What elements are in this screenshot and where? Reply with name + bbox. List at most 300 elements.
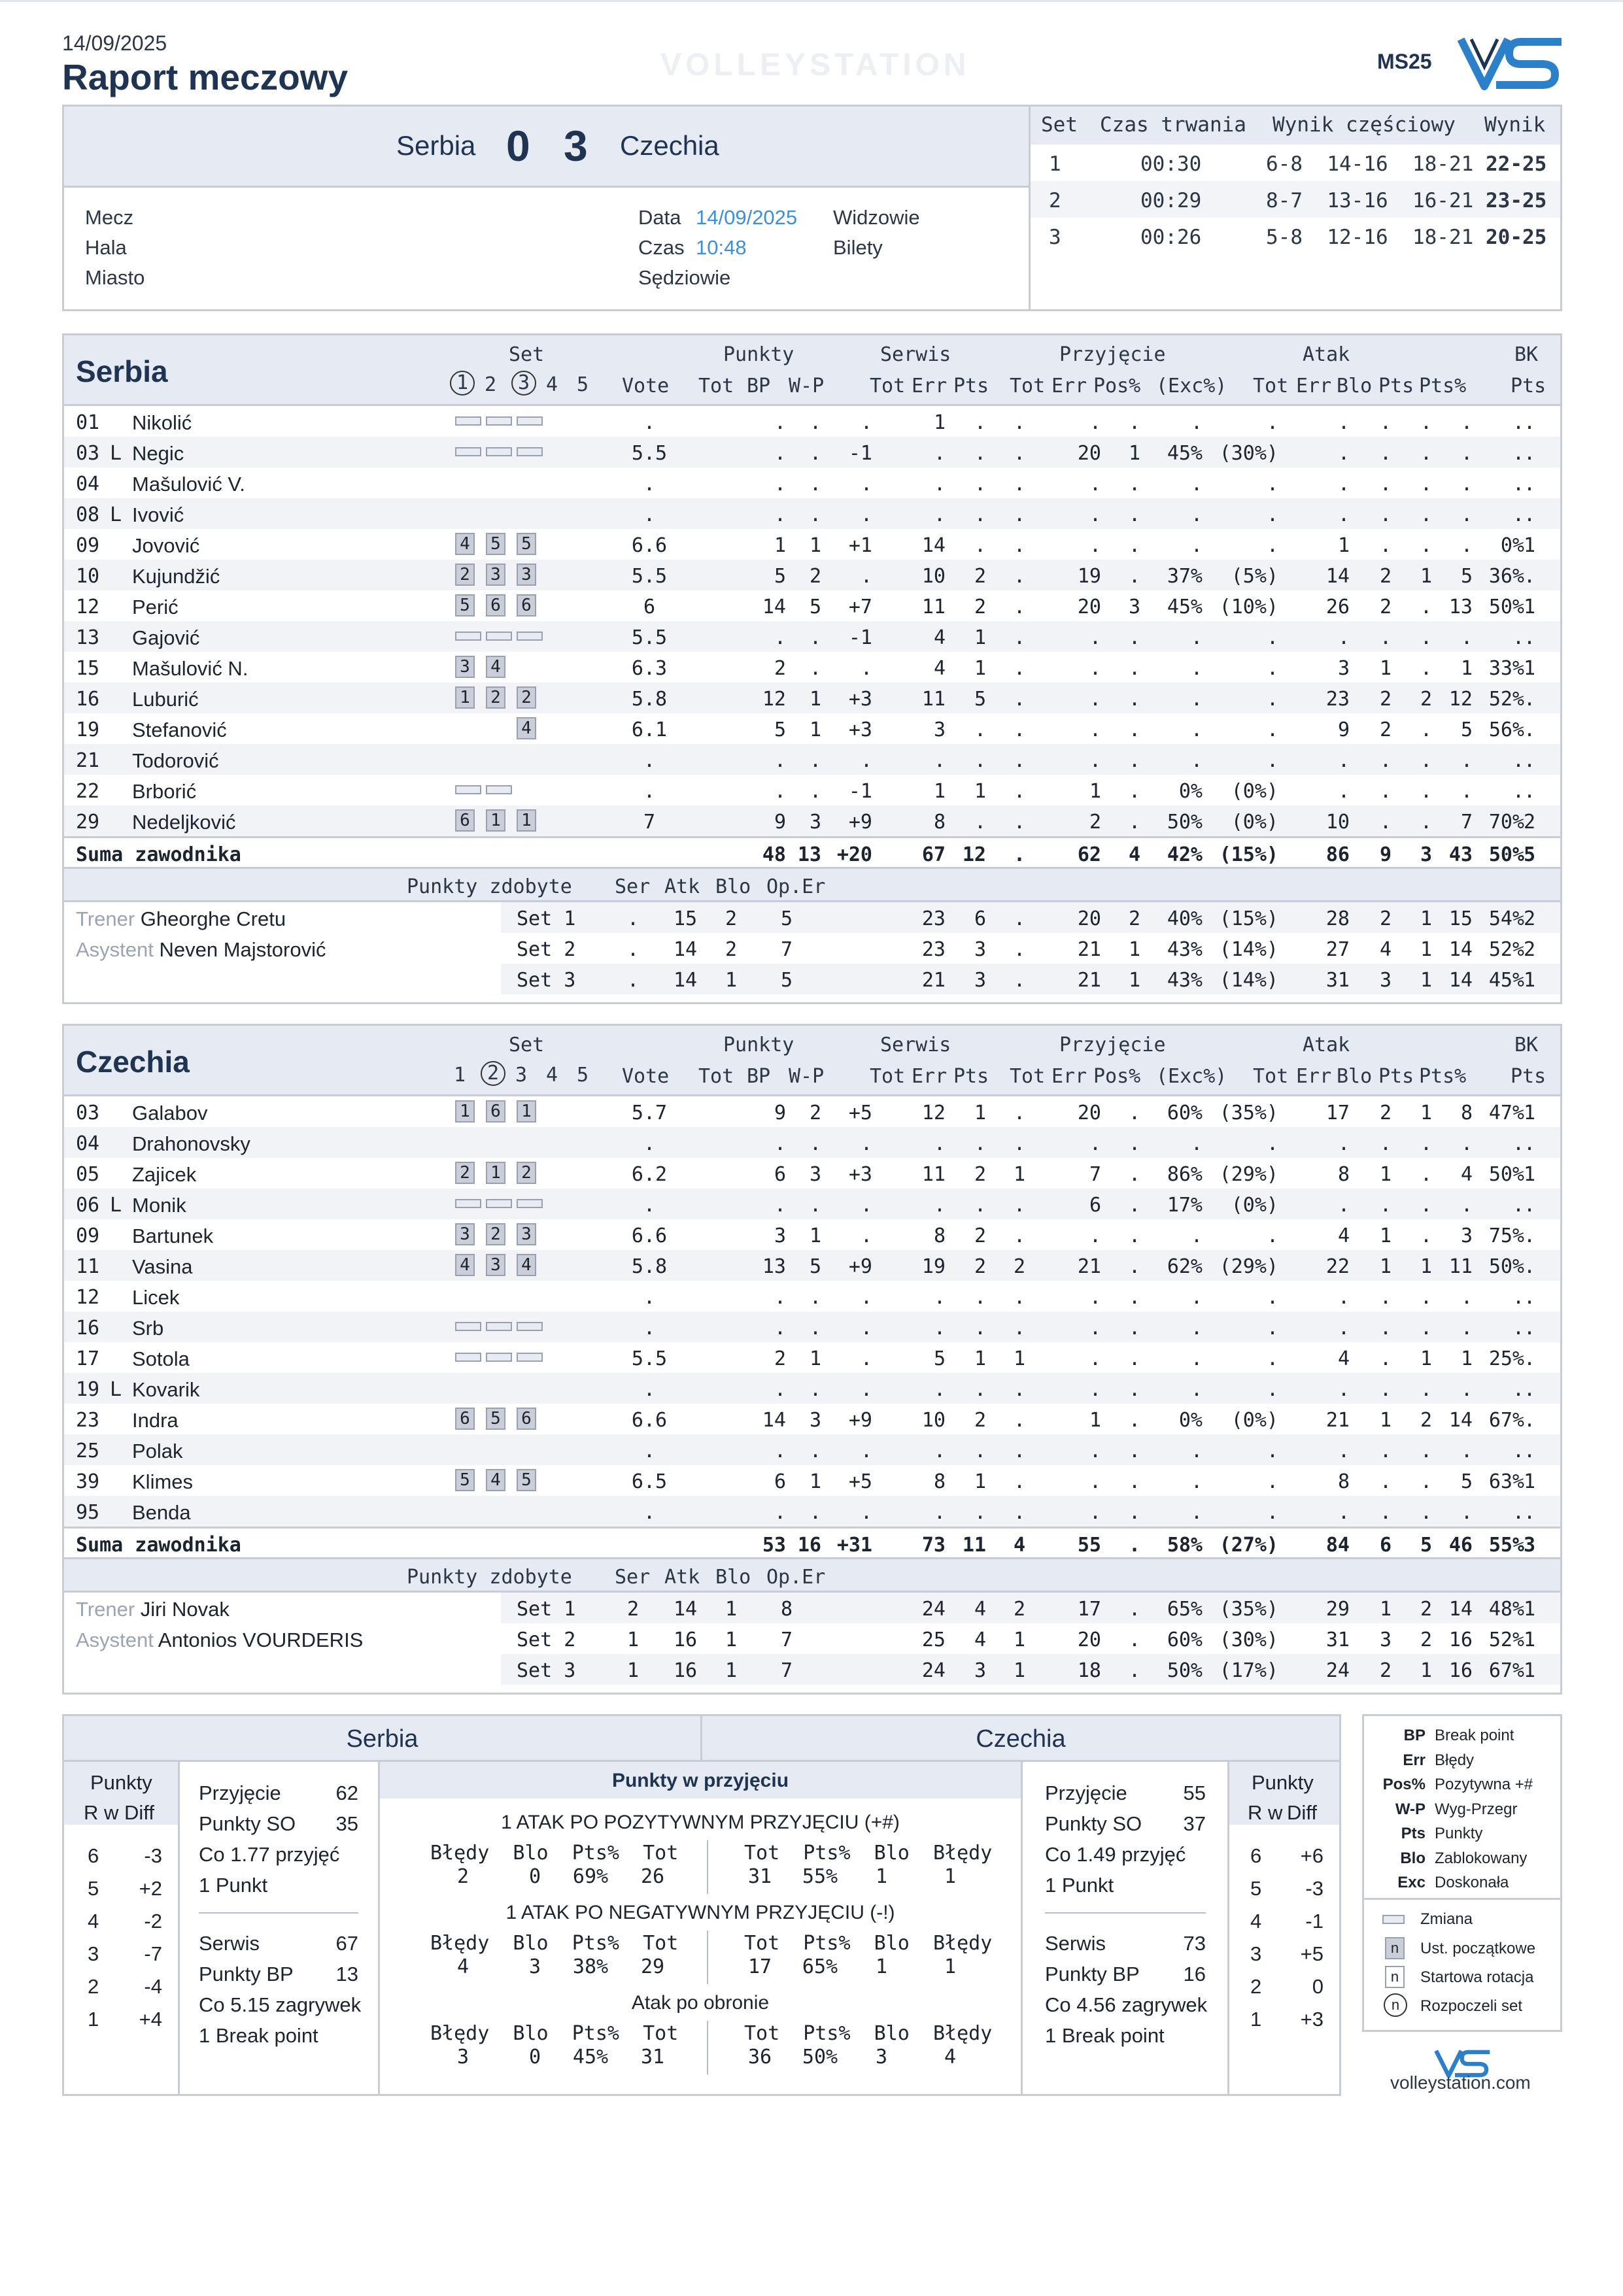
atak-blo: . (1420, 1440, 1432, 1462)
punkty-bp: 2 (809, 1102, 821, 1124)
serwis-err: . (974, 1317, 986, 1340)
przyjecie-exc: . (1266, 1224, 1278, 1247)
substitution-marker-icon (517, 1322, 543, 1331)
points-scored: 7 (780, 1659, 793, 1682)
punkty-wp: +5 (848, 1470, 872, 1493)
block-right-value: 50% (802, 2046, 838, 2068)
punkty-wp: . (860, 503, 872, 526)
bk-pts: . (1523, 1347, 1535, 1370)
block-title: Atak po obronie (631, 1992, 770, 2014)
punkty-tot: . (774, 1317, 786, 1340)
stat-przyjecie-value: 55 (1183, 1781, 1206, 1804)
atak-tot: . (1337, 473, 1350, 496)
przyjecie-err: . (1128, 657, 1140, 680)
atak-err: . (1379, 411, 1392, 434)
player-name: Nedeljković (132, 811, 236, 834)
punkty-bp: . (809, 657, 821, 680)
punkty-tot: . (774, 1440, 786, 1462)
serwis-err: 5 (974, 688, 986, 711)
points-scored: 1 (725, 1598, 738, 1621)
przyjecie-pos: 50% (1167, 811, 1203, 834)
przyjecie-tot: 6 (1089, 1194, 1101, 1217)
atak-tot: 4 (1337, 1347, 1350, 1370)
rotation-number: 4 (1250, 1910, 1262, 1933)
player-row (64, 1189, 1560, 1219)
header-set: Set (509, 1034, 545, 1056)
punkty-wp: . (860, 749, 872, 772)
set-przyjecie: 43% (1167, 969, 1203, 992)
player-name: Bartunek (132, 1224, 214, 1247)
player-row (64, 805, 1560, 836)
set-results-table (1031, 107, 1560, 309)
set-serwis: 24 (921, 1598, 946, 1621)
atak-blo: . (1420, 1501, 1432, 1524)
serwis-err: 2 (974, 596, 986, 618)
substitution-marker-icon (455, 416, 481, 426)
set-results-header (1031, 107, 1560, 144)
scorebar (64, 107, 1031, 188)
set-przyjecie: 21 (1077, 969, 1101, 992)
player-row (64, 652, 1560, 683)
player-name: Negic (132, 442, 184, 465)
punkty-tot: . (774, 473, 786, 496)
serwis-pts: . (1013, 1409, 1025, 1432)
punkty-bp: 1 (809, 534, 821, 557)
label-hala: Hala (85, 236, 127, 259)
punkty-tot: . (774, 442, 786, 465)
table-header (64, 1026, 1560, 1096)
player-row (64, 467, 1560, 498)
serwis-pts: . (1013, 565, 1025, 588)
serwis-tot: . (933, 749, 946, 772)
punkty-wp: +3 (848, 718, 872, 741)
przyjecie-tot: 20 (1077, 1102, 1101, 1124)
rotation-position: 3 (455, 1223, 475, 1245)
set-przyjecie: 65% (1167, 1598, 1203, 1621)
set-przyjecie: (17%) (1219, 1659, 1278, 1682)
atak-blo: . (1420, 1194, 1432, 1217)
punkty-bp: . (809, 1440, 821, 1462)
points-scored: 1 (725, 1659, 738, 1682)
header-set: Set (509, 343, 545, 366)
starting-rotation-swatch-icon: n (1385, 1966, 1405, 1988)
przyjecie-pos: . (1190, 1317, 1203, 1340)
przyjecie-pos: 17% (1167, 1194, 1203, 1217)
rotation-position: 3 (486, 564, 505, 586)
punkty-bp: . (809, 1286, 821, 1309)
block-divider (707, 2021, 708, 2074)
przyjecie-err: . (1128, 1440, 1140, 1462)
header-pos: Pos% (1093, 1065, 1141, 1088)
set-bk: 1 (1523, 1598, 1535, 1621)
header-tot: Tot (870, 375, 906, 397)
set-przyjecie: (30%) (1219, 1629, 1278, 1651)
set-atak: 4 (1379, 938, 1392, 961)
rotation-number: 4 (88, 1910, 99, 1933)
atak-err: 2 (1379, 688, 1392, 711)
block-right-value: 65% (802, 1955, 838, 1978)
player-name: Perić (132, 596, 179, 618)
rotation-position: 5 (455, 1469, 475, 1491)
player-row (64, 560, 1560, 590)
player-number: 95 (76, 1501, 100, 1524)
punkty-wp: +9 (848, 1255, 872, 1278)
sum-przyjecie: 4 (1128, 843, 1140, 866)
substitution-marker-icon (486, 632, 512, 641)
player-number: 12 (76, 1286, 100, 1309)
set-serwis: 6 (974, 907, 986, 930)
set-przyjecie: . (1128, 1598, 1140, 1621)
atak-blo: . (1420, 811, 1432, 834)
atak-err: . (1379, 1440, 1392, 1462)
serwis-tot: 4 (933, 626, 946, 649)
set-serwis: 3 (974, 1659, 986, 1682)
sum-serwis: 73 (921, 1534, 946, 1557)
przyjecie-err: . (1128, 1102, 1140, 1124)
atak-blo: 1 (1420, 1255, 1432, 1278)
header-serwis: Serwis (880, 1034, 951, 1056)
player-number: 03 (76, 1102, 100, 1124)
atak-ptsp: 75% (1488, 1224, 1524, 1247)
legend-desc: Doskonała (1435, 1874, 1509, 1891)
set-atak: 67% (1488, 1659, 1524, 1682)
punkty-bp: 5 (809, 1255, 821, 1278)
player-number: 12 (76, 596, 100, 618)
bk-pts: . (1523, 1194, 1535, 1217)
atak-tot: . (1337, 749, 1350, 772)
punkty-tot: . (774, 1501, 786, 1524)
vote: . (643, 473, 656, 496)
atak-pts: 4 (1460, 1163, 1473, 1186)
home-team-name: Serbia (396, 130, 476, 161)
set-summary-row (64, 1654, 1560, 1685)
sum-atak: 9 (1379, 843, 1392, 866)
atak-ptsp: 47% (1488, 1102, 1524, 1124)
serwis-pts: . (1013, 1224, 1025, 1247)
rotation-diff: +4 (139, 2008, 162, 2031)
player-name: Zajicek (132, 1163, 197, 1186)
przyjecie-tot: . (1089, 718, 1101, 741)
block-title: 1 ATAK PO POZYTYWNYM PRZYJĘCIU (+#) (501, 1812, 900, 1833)
atak-tot: . (1337, 1440, 1350, 1462)
set-serwis: 23 (921, 907, 946, 930)
atak-tot: . (1337, 1194, 1350, 1217)
punkty-wp: . (860, 657, 872, 680)
atak-ptsp: 25% (1488, 1347, 1524, 1370)
rotation-diff: +5 (1300, 1942, 1324, 1965)
atak-pts: 5 (1460, 565, 1473, 588)
set-przyjecie: (14%) (1219, 969, 1278, 992)
table-header (64, 335, 1560, 406)
punkty-bp: . (809, 626, 821, 649)
set-serwis: 24 (921, 1659, 946, 1682)
player-row (64, 1373, 1560, 1404)
sum-atak: 5 (1420, 1534, 1432, 1557)
header-tot: Tot (1010, 375, 1046, 397)
player-name: Vasina (132, 1255, 193, 1278)
label-sedziowie: Sędziowie (638, 266, 731, 289)
set-atak: 1 (1379, 1598, 1392, 1621)
przyjecie-pos: . (1190, 473, 1203, 496)
vote: . (643, 1132, 656, 1155)
header-blo: Blo (715, 875, 751, 898)
home-rw-label: R w (84, 1801, 119, 1824)
przyjecie-err: . (1128, 749, 1140, 772)
punkty-tot: 5 (774, 718, 786, 741)
serwis-pts: . (1013, 718, 1025, 741)
header-wp: W-P (789, 1065, 825, 1088)
header-tot: Tot (1253, 1065, 1289, 1088)
atak-tot: 26 (1325, 596, 1350, 618)
punkty-tot: . (774, 411, 786, 434)
set-number: 3 (1049, 226, 1061, 249)
punkty-tot: 5 (774, 565, 786, 588)
header-result: Wynik (1484, 113, 1546, 137)
punkty-tot: 6 (774, 1163, 786, 1186)
substitution-marker-icon (486, 1199, 512, 1208)
atak-tot: 8 (1337, 1163, 1350, 1186)
przyjecie-pos: . (1190, 411, 1203, 434)
vote: 5.8 (631, 688, 668, 711)
bk-pts: . (1523, 718, 1535, 741)
serwis-pts: 1 (1013, 1163, 1025, 1186)
rotation-position: 4 (517, 1254, 536, 1276)
set-atak: 2 (1420, 1598, 1432, 1621)
serwis-err: . (974, 473, 986, 496)
punkty-wp: +9 (848, 811, 872, 834)
summary-away-title: Czechia (702, 1716, 1339, 1762)
przyjecie-err: . (1128, 411, 1140, 434)
atak-ptsp: . (1512, 442, 1524, 465)
vote: 6.2 (631, 1163, 668, 1186)
przyjecie-exc: (5%) (1231, 565, 1278, 588)
vote: . (643, 1501, 656, 1524)
atak-err: 1 (1379, 1224, 1392, 1247)
player-row (64, 683, 1560, 713)
sum-przyjecie: . (1128, 1534, 1140, 1557)
serwis-tot: . (933, 1132, 946, 1155)
rotation-number: 3 (88, 1942, 99, 1965)
player-name: Brborić (132, 780, 197, 803)
serwis-err: 1 (974, 780, 986, 803)
sum-row (64, 1527, 1560, 1557)
bk-pts: . (1523, 1317, 1535, 1340)
serwis-err: . (974, 718, 986, 741)
rotation-position: 1 (517, 809, 536, 832)
set-przyjecie: 20 (1077, 907, 1101, 930)
header-err: Err (1296, 1065, 1332, 1088)
block-divider (707, 1840, 708, 1894)
vote: 6.3 (631, 657, 668, 680)
punkty-bp: 1 (809, 1347, 821, 1370)
przyjecie-pos: . (1190, 718, 1203, 741)
player-number: 16 (76, 688, 100, 711)
przyjecie-err: . (1128, 811, 1140, 834)
header-atak: Atak (1303, 1034, 1350, 1056)
player-name: Stefanović (132, 718, 227, 741)
przyjecie-tot: . (1089, 749, 1101, 772)
stat-co: Co 1.77 przyjęć (199, 1843, 340, 1866)
sum-serwis: 11 (962, 1534, 986, 1557)
set-label: Set 1 (517, 1598, 576, 1621)
home-diff-label: Diff (124, 1801, 154, 1824)
header-ptsp: Pts% (1419, 375, 1467, 397)
substitution-marker-icon (517, 416, 543, 426)
vote: . (643, 1317, 656, 1340)
przyjecie-tot: 20 (1077, 442, 1101, 465)
vote: 5.5 (631, 565, 668, 588)
przyjecie-err: . (1128, 473, 1140, 496)
vote: . (643, 411, 656, 434)
match-info-box (62, 105, 1562, 311)
stat-punkty_so-label: Punkty SO (1045, 1812, 1142, 1835)
stat-serwis-value: 67 (335, 1932, 358, 1955)
atak-pts: . (1460, 442, 1473, 465)
match-date-value: 14/09/2025 (696, 206, 798, 229)
stat-serwis-label: Serwis (199, 1932, 260, 1955)
player-name: Srb (132, 1317, 164, 1340)
set-duration: 00:29 (1140, 189, 1202, 212)
punkty-bp: . (809, 442, 821, 465)
away-rw-label: R w (1248, 1801, 1283, 1824)
punkty-bp: 5 (809, 596, 821, 618)
atak-tot: 10 (1325, 811, 1350, 834)
header-exc: (Exc%) (1156, 375, 1227, 397)
vote: 6 (643, 596, 656, 618)
serwis-tot: . (933, 503, 946, 526)
punkty-tot: 9 (774, 811, 786, 834)
libero-flag: L (110, 1194, 122, 1217)
player-row (64, 775, 1560, 805)
set-serwis: 3 (974, 969, 986, 992)
punkty-tot: . (774, 626, 786, 649)
atak-tot: . (1337, 1378, 1350, 1401)
player-row (64, 1465, 1560, 1496)
serwis-pts: . (1013, 1501, 1025, 1524)
player-name: Indra (132, 1409, 179, 1432)
czechia-stats-table (62, 1024, 1562, 1695)
player-name: Klimes (132, 1470, 194, 1493)
atak-tot: . (1337, 1132, 1350, 1155)
set-przyjecie: 20 (1077, 1629, 1101, 1651)
atak-err: 2 (1379, 565, 1392, 588)
set-atak: 3 (1379, 1629, 1392, 1651)
atak-pts: . (1460, 1132, 1473, 1155)
header-err: Err (1051, 1065, 1087, 1088)
sum-punkty: 53 (762, 1534, 786, 1557)
block-left-value: 38% (572, 1955, 609, 1978)
serwis-tot: . (933, 1440, 946, 1462)
atak-err: . (1379, 626, 1392, 649)
substitution-marker-icon (455, 447, 481, 456)
atak-ptsp: . (1512, 626, 1524, 649)
legend-desc: Błędy (1435, 1751, 1475, 1769)
przyjecie-tot: . (1089, 1224, 1101, 1247)
set-przyjecie: 1 (1128, 969, 1140, 992)
atak-pts: 5 (1460, 1470, 1473, 1493)
punkty-tot: 14 (762, 1409, 786, 1432)
atak-pts: 1 (1460, 1347, 1473, 1370)
przyjecie-pos: 60% (1167, 1102, 1203, 1124)
away-diff-label: Diff (1287, 1801, 1317, 1824)
rotation-diff: +3 (1300, 2008, 1324, 2031)
punkty-tot: 14 (762, 596, 786, 618)
set-atak: 52% (1488, 938, 1524, 961)
atak-err: . (1379, 1286, 1392, 1309)
atak-ptsp: . (1512, 1194, 1524, 1217)
przyjecie-tot: . (1089, 1347, 1101, 1370)
bk-pts: 1 (1523, 1163, 1535, 1186)
rotation-number: 2 (1250, 1975, 1262, 1998)
serwis-pts: . (1013, 442, 1025, 465)
bk-pts: . (1523, 626, 1535, 649)
punkty-tot: 9 (774, 1102, 786, 1124)
bk-pts: . (1523, 1440, 1535, 1462)
set-partial: 8-7 13-16 16-21 (1266, 189, 1474, 212)
rotation-position: 5 (486, 1408, 505, 1430)
serwis-err: 1 (974, 657, 986, 680)
atak-tot: . (1337, 626, 1350, 649)
player-name: Luburić (132, 688, 199, 711)
przyjecie-tot: . (1089, 1132, 1101, 1155)
przyjecie-exc: . (1266, 688, 1278, 711)
sum-przyjecie: (15%) (1219, 843, 1278, 866)
set-atak: 52% (1488, 1629, 1524, 1651)
points-scored-header (64, 867, 1560, 902)
set-przyjecie: 60% (1167, 1629, 1203, 1651)
player-row (64, 1342, 1560, 1373)
player-number: 08 (76, 503, 100, 526)
substitution-marker-icon (486, 1322, 512, 1331)
atak-tot: 21 (1325, 1409, 1350, 1432)
rotation-position: 6 (486, 594, 505, 616)
team-title: Czechia (76, 1045, 190, 1079)
player-number: 17 (76, 1347, 100, 1370)
substitution-marker-icon (455, 632, 481, 641)
started-set-circle-icon: n (1384, 1993, 1407, 2017)
points-scored: 5 (780, 907, 793, 930)
przyjecie-pos: . (1190, 503, 1203, 526)
block-divider (707, 1931, 708, 1984)
atak-ptsp: 70% (1488, 811, 1524, 834)
sum-przyjecie: 55 (1077, 1534, 1101, 1557)
stat-jeden: 1 Punkt (199, 1874, 268, 1897)
serwis-err: . (974, 1286, 986, 1309)
libero-flag: L (110, 503, 122, 526)
vote: . (643, 1194, 656, 1217)
header-tot: Tot (1253, 375, 1289, 397)
block-right-value: 36 (747, 2046, 772, 2068)
przyjecie-exc: . (1266, 503, 1278, 526)
set-atak: 48% (1488, 1598, 1524, 1621)
header-set-number-circled: 2 (481, 1061, 505, 1086)
przyjecie-tot: 21 (1077, 1255, 1101, 1278)
atak-pts: . (1460, 1378, 1473, 1401)
away-punkty-label: Punkty (1252, 1771, 1314, 1794)
serwis-pts: . (1013, 1440, 1025, 1462)
przyjecie-exc: . (1266, 1317, 1278, 1340)
punkty-wp: . (860, 1224, 872, 1247)
punkty-bp: . (809, 780, 821, 803)
atak-blo: . (1420, 1132, 1432, 1155)
set-bk: 1 (1523, 1659, 1535, 1682)
stat-punkty_bp-value: 13 (335, 1963, 358, 1985)
atak-blo: . (1420, 780, 1432, 803)
set-przyjecie: 18 (1077, 1659, 1101, 1682)
punkty-tot: . (774, 1132, 786, 1155)
set-przyjecie: (14%) (1219, 938, 1278, 961)
atak-err: 2 (1379, 596, 1392, 618)
